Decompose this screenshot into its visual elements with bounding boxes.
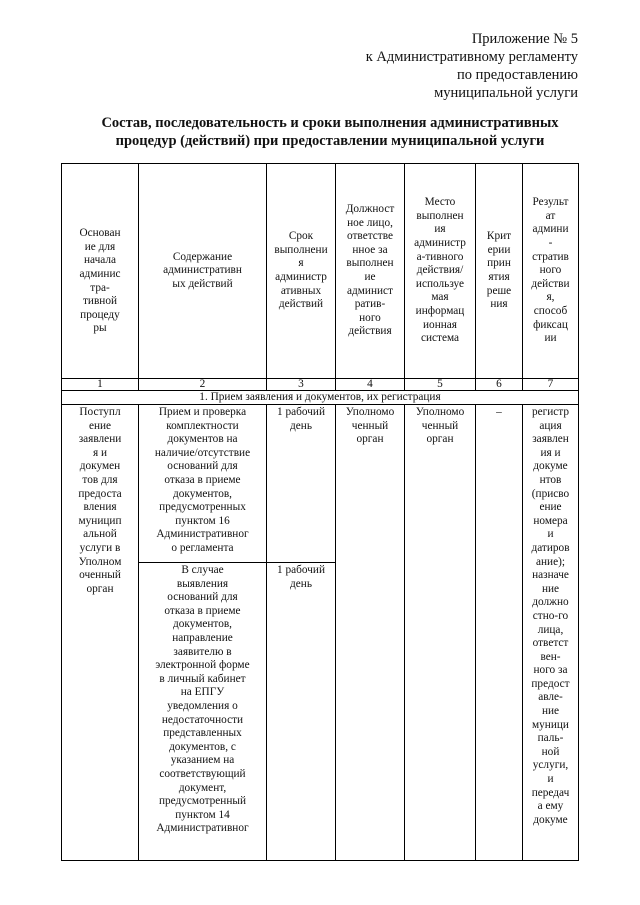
term-cell: 1 рабочий день [267,405,336,563]
appendix-line: к Административному регламенту [365,49,578,65]
section-title: 1. Прием заявления и документов, их регистрация [62,391,579,405]
header-cell: Результ ат админи - стратив ного действи я, способ фиксац ии [523,164,579,379]
action-cell: В случае выявления оснований для отказа в приеме документов, направление заявителю в электронной форме в личный кабинет на ЕПГУ уведомления о недостаточности представленных документов, с указанием на соответствующий документ, предусмотренный пунктом 14 Административног [139,563,267,861]
table-header-row [62,164,579,379]
appendix-line: по предоставлению [457,67,578,83]
official-cell: Уполномо ченный орган [336,405,405,861]
header-cell: Срок выполнени я администр ативных действий [267,164,336,379]
appendix-line: Приложение № 5 [471,31,578,47]
column-number: 3 [267,379,336,391]
header-cell: Крит ерии прин ятия реше ния [476,164,523,379]
document-title [60,114,600,150]
title-line-2: процедур (действий) при предоставлении муниципальной услуги [115,133,545,149]
title-line-1: Состав, последовательность и сроки выполнения административных [101,115,559,131]
column-number: 7 [523,379,579,391]
header-cell: Содержание административн ых действий [139,164,267,379]
section-row [62,391,579,405]
table-row [62,405,579,563]
column-number: 1 [62,379,139,391]
column-number: 2 [139,379,267,391]
result-cell: регистр ация заявлен ия и докуме нтов (присво ение номера и датиров ание); назначе ние должно стно-го лица, ответст вен- ного за предост авле- ние муници паль- ной услуги, и передач а ему докуме [523,405,579,861]
header-cell: Место выполнен ия администр а-тивного действия/ используе мая информац ионная система [405,164,476,379]
column-number: 4 [336,379,405,391]
procedures-table [61,163,579,861]
criteria-cell: – [476,405,523,861]
place-cell: Уполномо ченный орган [405,405,476,861]
column-number: 5 [405,379,476,391]
term-cell: 1 рабочий день [267,563,336,861]
column-number: 6 [476,379,523,391]
basis-cell: Поступл ение заявлени я и докумен тов для предоста вления муницип альной услуги в Уполном оченный орган [62,405,139,861]
appendix-note [366,30,578,102]
header-cell: Основан ие для начала админис тра- тивной процеду ры [62,164,139,379]
action-cell: Прием и проверка комплектности документов на наличие/отсутствие оснований для отказа в приеме документов, предусмотренных пунктом 16 Административног о регламента [139,405,267,563]
column-number-row [62,379,579,391]
appendix-line: муниципальной услуги [434,85,578,101]
header-cell: Должност ное лицо, ответстве нное за выполнен ие админист ратив- ного действия [336,164,405,379]
